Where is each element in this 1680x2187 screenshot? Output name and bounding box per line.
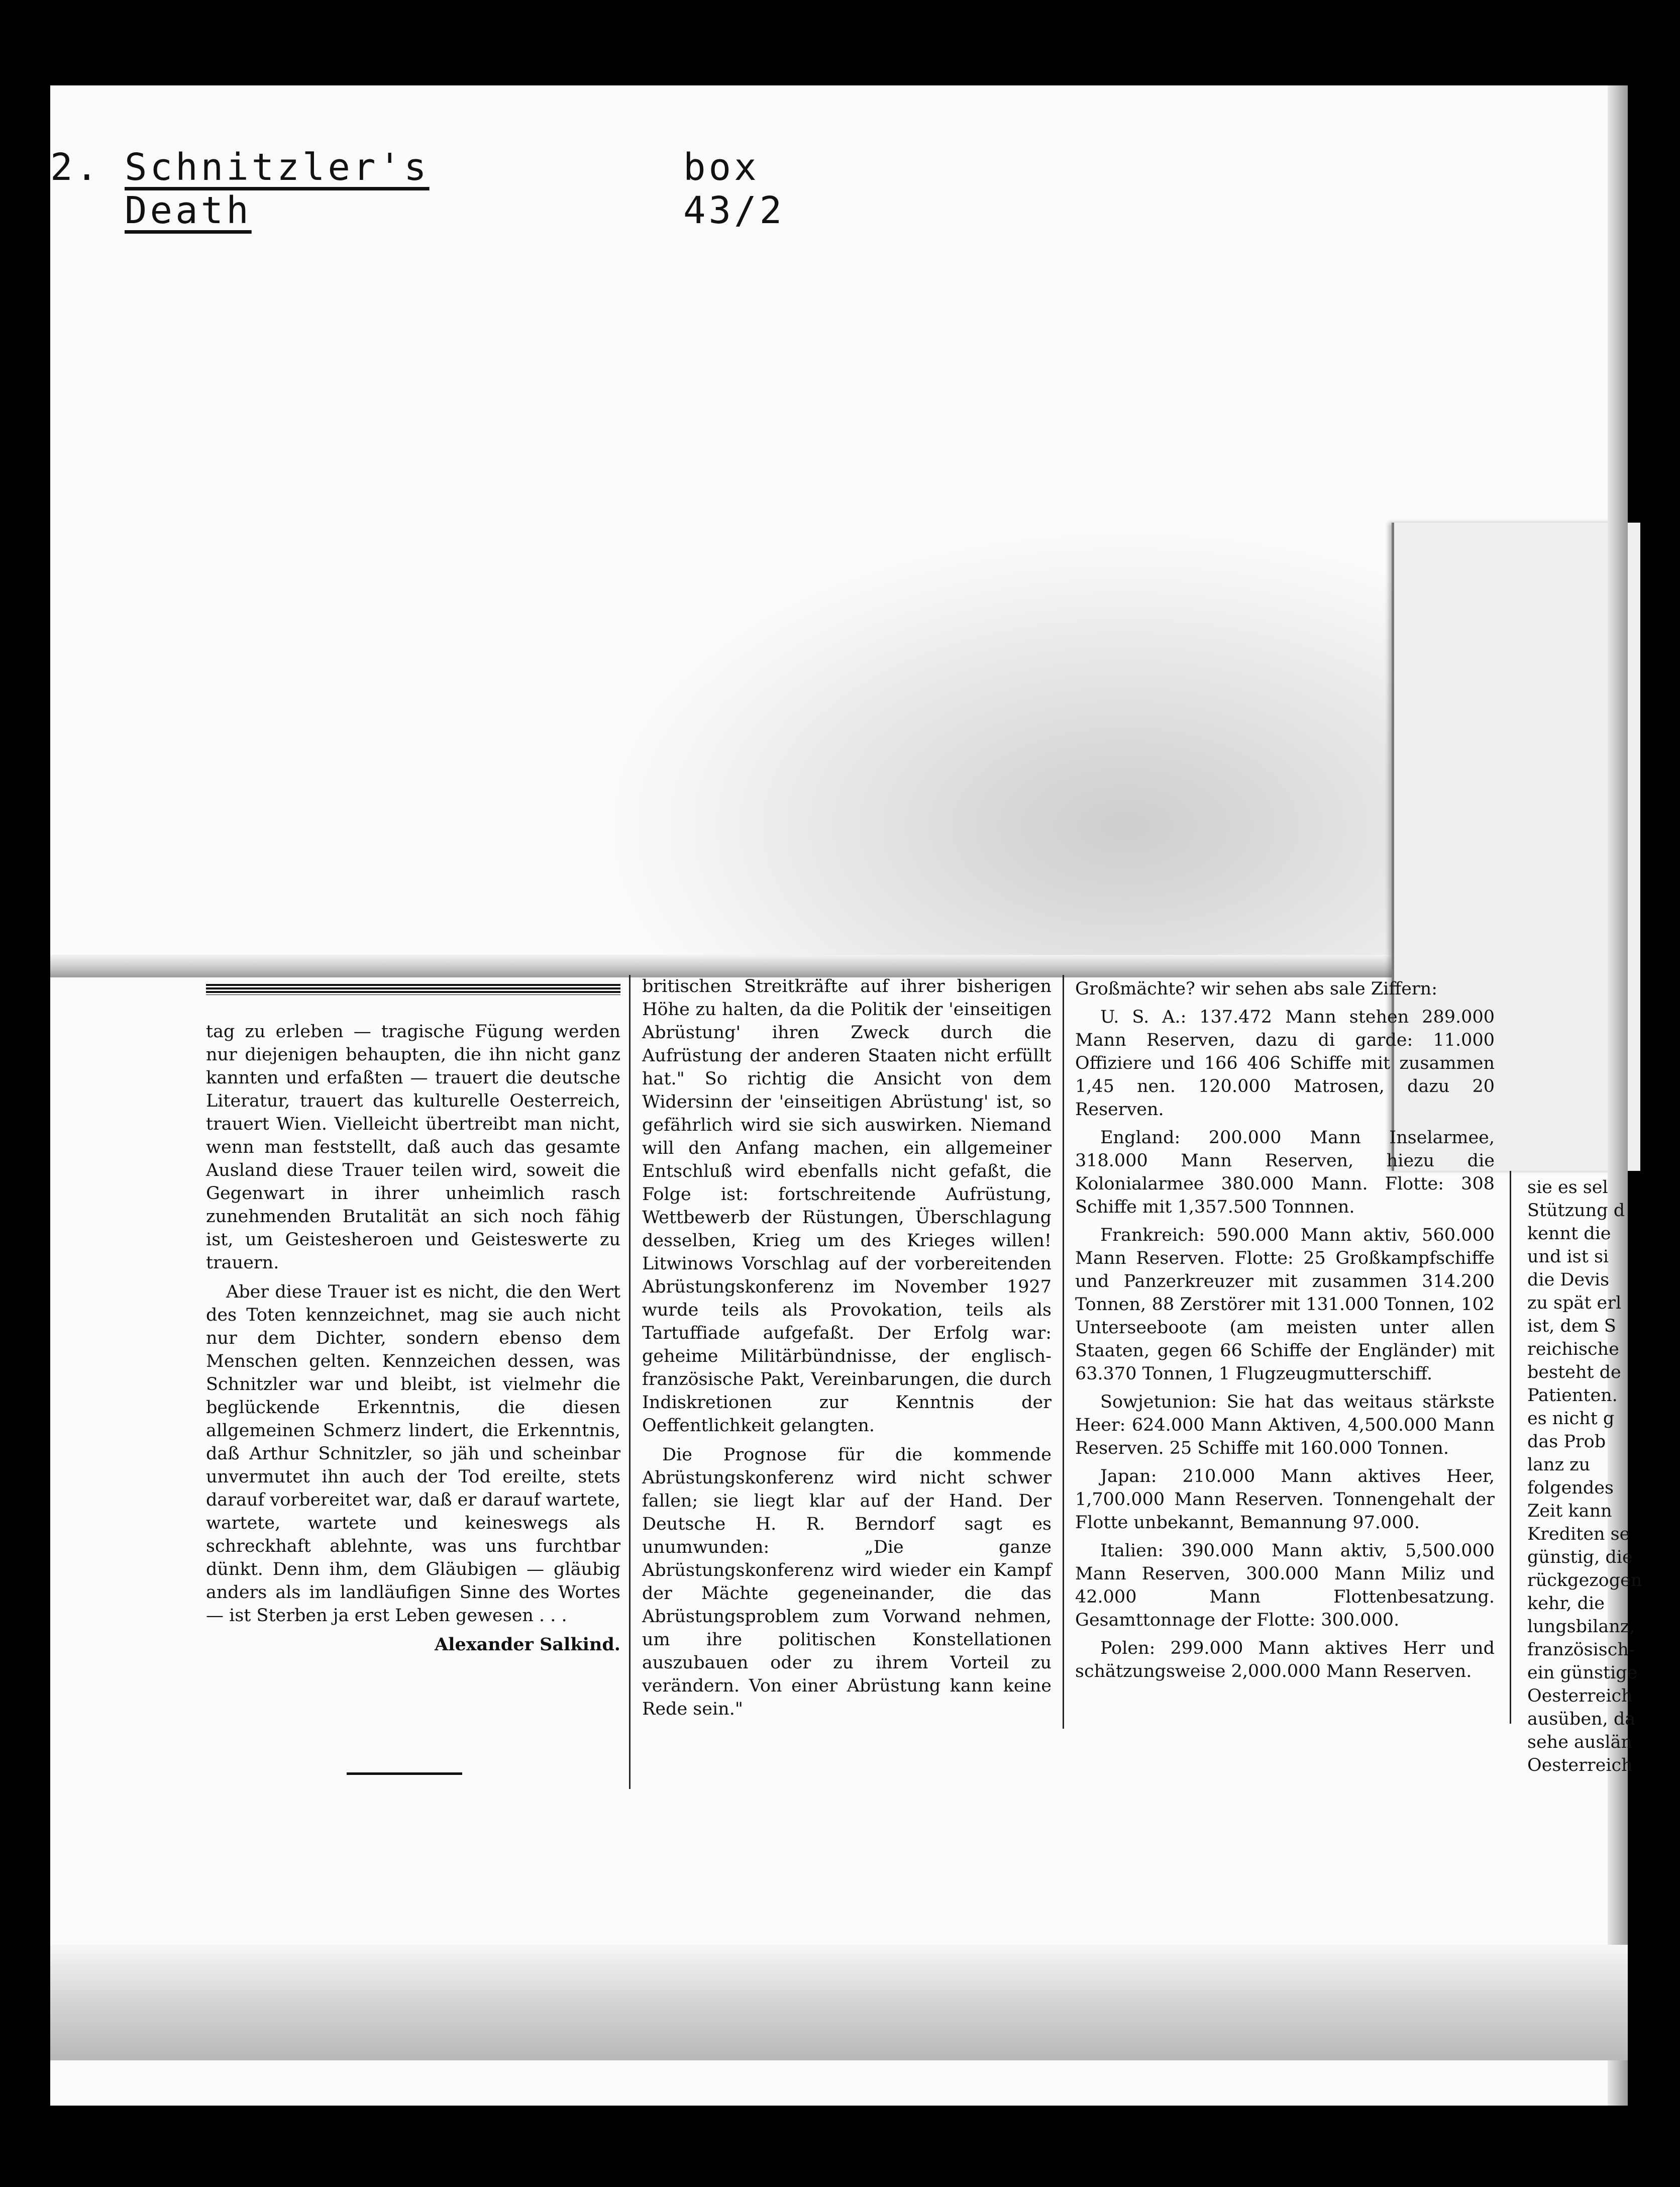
header-title: Schnitzler's Death <box>125 146 430 232</box>
column-4-line: günstig, die <box>1527 1547 1633 1567</box>
paper-fold <box>50 955 1407 977</box>
column-4-line: französisch- <box>1527 1640 1635 1660</box>
column-4-line: Oesterreich <box>1527 1686 1633 1706</box>
header-box-label: box 43/2 <box>683 146 785 232</box>
column-divider <box>629 975 631 1789</box>
column-2-paragraph: britischen Streitkräfte auf ihrer bisherigen Höhe zu halten, da die Politik der 'einseitigen Abrüstung' ihren Zweck durch die Aufrüstung der anderen Staaten nicht erfüllt hat." So richtig die Ansicht von dem Widersinn der 'einseitigen Abrüstung' ist, so gefährlich wird sie sich auswirken. Niemand will den Anfang machen, ein allgemeiner Entschluß wird ebenfalls nicht gefaßt, die Folge ist: fortschreitende Aufrüstung, Wettbewerb der Rüstungen, Überschlagung desselben, Krieg um des Krieges willen! Litwinows Vorschlag auf der vorbereitenden Abrüstungskonferenz im November 1927 wurde teils als Provokation, teils als Tartuffiade aufgefaßt. Der Erfolg war: geheime Militärbündnisse, der englisch-französische Pakt, Vereinbarungen, die durch Indiskretionen zur Kenntnis der Oeffentlichkeit gelangten. <box>642 976 1052 1436</box>
column-4-line: ein günstige <box>1527 1663 1638 1683</box>
country-paragraph: England: 200.000 Mann Inselarmee, 318.000 Mann Reserven, hiezu die Kolonialarmee 380.000 Mann. Flotte: 308 Schiffe mit 1,357.500 Tonnnen. <box>1075 1128 1495 1217</box>
country-paragraph: Sowjetunion: Sie hat das weitaus stärkste Heer: 624.000 Mann Aktiven, 4,500.000 Mann Reserven. 25 Schiffe mit 160.000 Tonnen. <box>1075 1392 1495 1458</box>
column-4-line: reichische <box>1527 1339 1619 1359</box>
column-1 <box>206 1020 620 1662</box>
column-4-line: sie es sel <box>1527 1177 1608 1198</box>
column-2 <box>642 975 1052 1727</box>
column-4-line: es nicht g <box>1527 1409 1615 1429</box>
column-4-line: zu spät erl <box>1527 1293 1622 1313</box>
signature-rule <box>347 1772 462 1775</box>
country-paragraph: U. S. A.: 137.472 Mann stehen 289.000 Mann Reserven, dazu di garde: 11.000 Offiziere und 166 406 Schiffe mit zusammen 1,45 nen. 120.000 Matrosen, dazu 20 Reserven. <box>1075 1007 1495 1120</box>
column-4-line: und ist si <box>1527 1247 1609 1267</box>
column-4-line: Stützung d <box>1527 1201 1625 1221</box>
column-1-paragraph: Aber diese Trauer ist es nicht, die den Wert des Toten kennzeichnet, mag sie auch nicht nur dem Dichter, sondern ebenso dem Menschen gelten. Kennzeichen dessen, was Schnitzler war und bleibt, ist vielmehr die beglückende Erkenntnis, die diesen allgemeinen Schmerz lindert, die Erkenntnis, daß Arthur Schnitzler, so jäh und scheinbar unvermutet ihn auch der Tod ereilte, stets darauf vorbereitet war, daß er darauf wartete, wartete, wartete und keineswegs als schreckhaft ablehnte, was uns furchtbar dünkt. Denn ihm, dem Gläubigen — gläubig anders als im landläufigen Sinne des Wortes — ist Sterben ja erst Leben gewesen . . . <box>206 1282 620 1626</box>
column-4-line: rückgezogen <box>1527 1570 1642 1590</box>
column-4-line: folgendes <box>1527 1478 1614 1498</box>
column-top-rule <box>206 984 620 995</box>
column-4-line: Krediten se <box>1527 1524 1630 1544</box>
column-4-line: das Prob <box>1527 1432 1606 1452</box>
country-paragraph: Frankreich: 590.000 Mann aktiv, 560.000 Mann Reserven. Flotte: 25 Großkampfschiffe und Panzerkreuzer mit zusammen 314.200 Tonnen, 88 Zerstörer mit 131.000 Tonnen, 102 Unterseeboote (am meisten unter allen Staaten, gegen 66 Schiffe der Engländer) mit 63.370 Tonnen, 1 Flugzeugmutterschiff. <box>1075 1225 1495 1384</box>
column-3 <box>1075 977 1495 1688</box>
column-3-intro: Großmächte? wir sehen abs sale Ziffern: <box>1075 979 1437 999</box>
author-signature: Alexander Salkind. <box>435 1634 620 1655</box>
column-4-line: lanz zu <box>1527 1455 1591 1475</box>
column-4-line: sehe auslän <box>1527 1732 1633 1752</box>
column-4-line: Patienten. <box>1527 1385 1618 1406</box>
column-divider <box>1510 1171 1511 1724</box>
column-2-paragraph: Die Prognose für die kommende Abrüstungskonferenz wird nicht schwer fallen; sie liegt klar auf der Hand. Der Deutsche H. R. Berndorf sagt es unumwunden: „Die ganze Abrüstungskonferenz wird wieder ein Kampf der Mächte gegeneinander, die das Abrüstungsproblem zum Vorwand nehmen, um ihre politischen Konstellationen auszubauen oder zu ihrem Vorteil zu verändern. Von einer Abrüstung kann keine Rede sein." <box>642 1445 1052 1719</box>
right-paper-edge <box>1608 85 1628 2106</box>
column-divider <box>1063 975 1064 1729</box>
header-number: 2. <box>50 146 101 189</box>
column-4-line: die Devis <box>1527 1270 1610 1290</box>
column-4-line: ist, dem S <box>1527 1316 1616 1336</box>
photocopy-smudge <box>603 528 1407 955</box>
column-4-line: Zeit kann <box>1527 1501 1612 1521</box>
bottom-shadow-band <box>50 1945 1628 2060</box>
column-4-line: kehr, die <box>1527 1594 1605 1614</box>
column-4-line: Oesterreich <box>1527 1755 1633 1775</box>
column-1-paragraph: tag zu erleben — tragische Fügung werden nur diejenigen behaupten, die ihn nicht ganz kannten und erfaßten — trauert die deutsche Literatur, trauert das kulturelle Oesterreich, trauert Wien. Vielleicht übertreibt man nicht, wenn man feststellt, daß auch das gesamte Ausland diese Trauer teilen wird, soweit die Gegenwart in ihrer unheimlich rasch zunehmenden Brutalität an sich noch fähig ist, um Geistesheroen und Geisteswerte zu trauern. <box>206 1022 620 1273</box>
column-4-line: ausüben, da <box>1527 1709 1636 1729</box>
country-paragraph: Italien: 390.000 Mann aktiv, 5,500.000 Mann Reserven, 300.000 Mann Miliz und 42.000 Mann Flottenbesatzung. Gesamttonnage der Flotte: 300.000. <box>1075 1541 1495 1630</box>
column-4-line: lungsbilanz, <box>1527 1617 1635 1637</box>
country-paragraph: Polen: 299.000 Mann aktives Herr und schätzungsweise 2,000.000 Mann Reserven. <box>1075 1638 1495 1681</box>
column-4-line: kennt die <box>1527 1224 1611 1244</box>
column-4-line: besteht de <box>1527 1362 1621 1382</box>
column-4-cropped <box>1527 1176 1642 1777</box>
country-paragraph: Japan: 210.000 Mann aktives Heer, 1,700.000 Mann Reserven. Tonnengehalt der Flotte unbekannt, Bemannung 97.000. <box>1075 1466 1495 1533</box>
